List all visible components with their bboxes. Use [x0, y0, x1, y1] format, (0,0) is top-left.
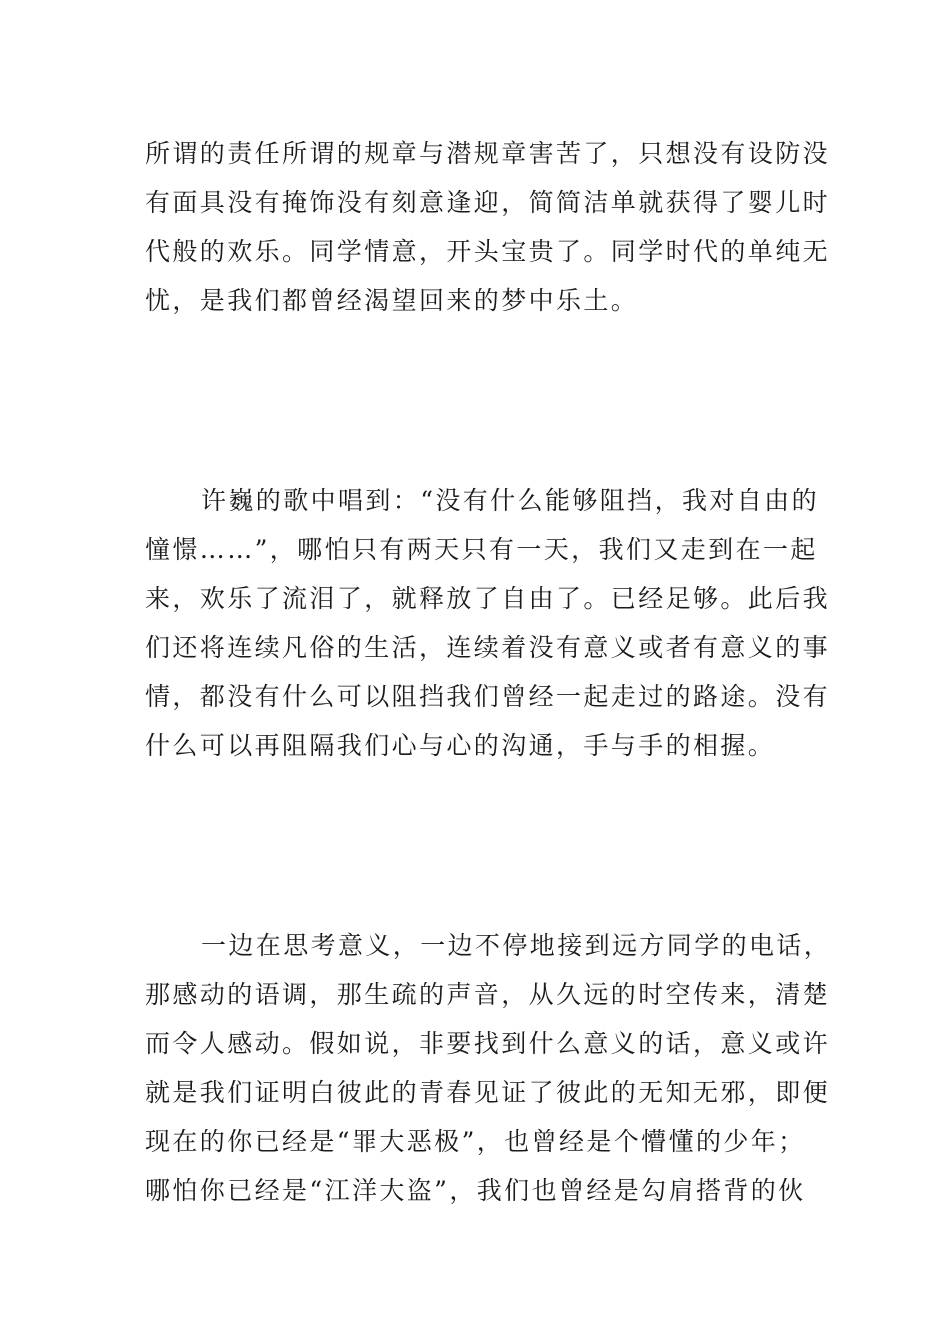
- paragraph-line: 来，欢乐了流泪了，就释放了自由了。已经足够。此后我: [145, 584, 831, 613]
- paragraph-line: 情，都没有什么可以阻挡我们曾经一起走过的路途。没有: [145, 682, 831, 711]
- paragraph-line: 现在的你已经是“罪大恶极”，也曾经是个懵懂的少年；: [145, 1127, 806, 1156]
- paragraph-line: 那感动的语调，那生疏的声音，从久远的时空传来，清楚: [145, 980, 831, 1009]
- paragraph-line: 忧，是我们都曾经渴望回来的梦中乐土。: [145, 286, 639, 315]
- paragraph-line: 憧憬……”，哪怕只有两天只有一天，我们又走到在一起: [145, 535, 818, 564]
- paragraph-line: 一边在思考意义，一边不停地接到远方同学的电话，: [201, 931, 832, 960]
- paragraph-line: 有面具没有掩饰没有刻意逢迎，简简洁单就获得了婴儿时: [145, 188, 831, 217]
- paragraph-line: 什么可以再阻隔我们心与心的沟通，手与手的相握。: [145, 731, 776, 760]
- paragraph-line: 们还将连续凡俗的生活，连续着没有意义或者有意义的事: [145, 633, 831, 662]
- paragraph-line: 哪怕你已经是“江洋大盗”，我们也曾经是勾肩搭背的伙: [145, 1176, 806, 1205]
- paragraph-3: [145, 921, 832, 1215]
- paragraph-2: [145, 476, 831, 770]
- paragraph-line: 代般的欢乐。同学情意，开头宝贵了。同学时代的单纯无: [145, 237, 831, 266]
- paragraph-line: 而令人感动。假如说，非要找到什么意义的话，意义或许: [145, 1029, 831, 1058]
- paragraph-1: [145, 129, 831, 325]
- paragraph-line: 就是我们证明白彼此的青春见证了彼此的无知无邪，即便: [145, 1078, 831, 1107]
- paragraph-line: 所谓的责任所谓的规章与潜规章害苦了，只想没有设防没: [145, 139, 831, 168]
- paragraph-line: 许巍的歌中唱到：“没有什么能够阻挡，我对自由的: [201, 486, 819, 515]
